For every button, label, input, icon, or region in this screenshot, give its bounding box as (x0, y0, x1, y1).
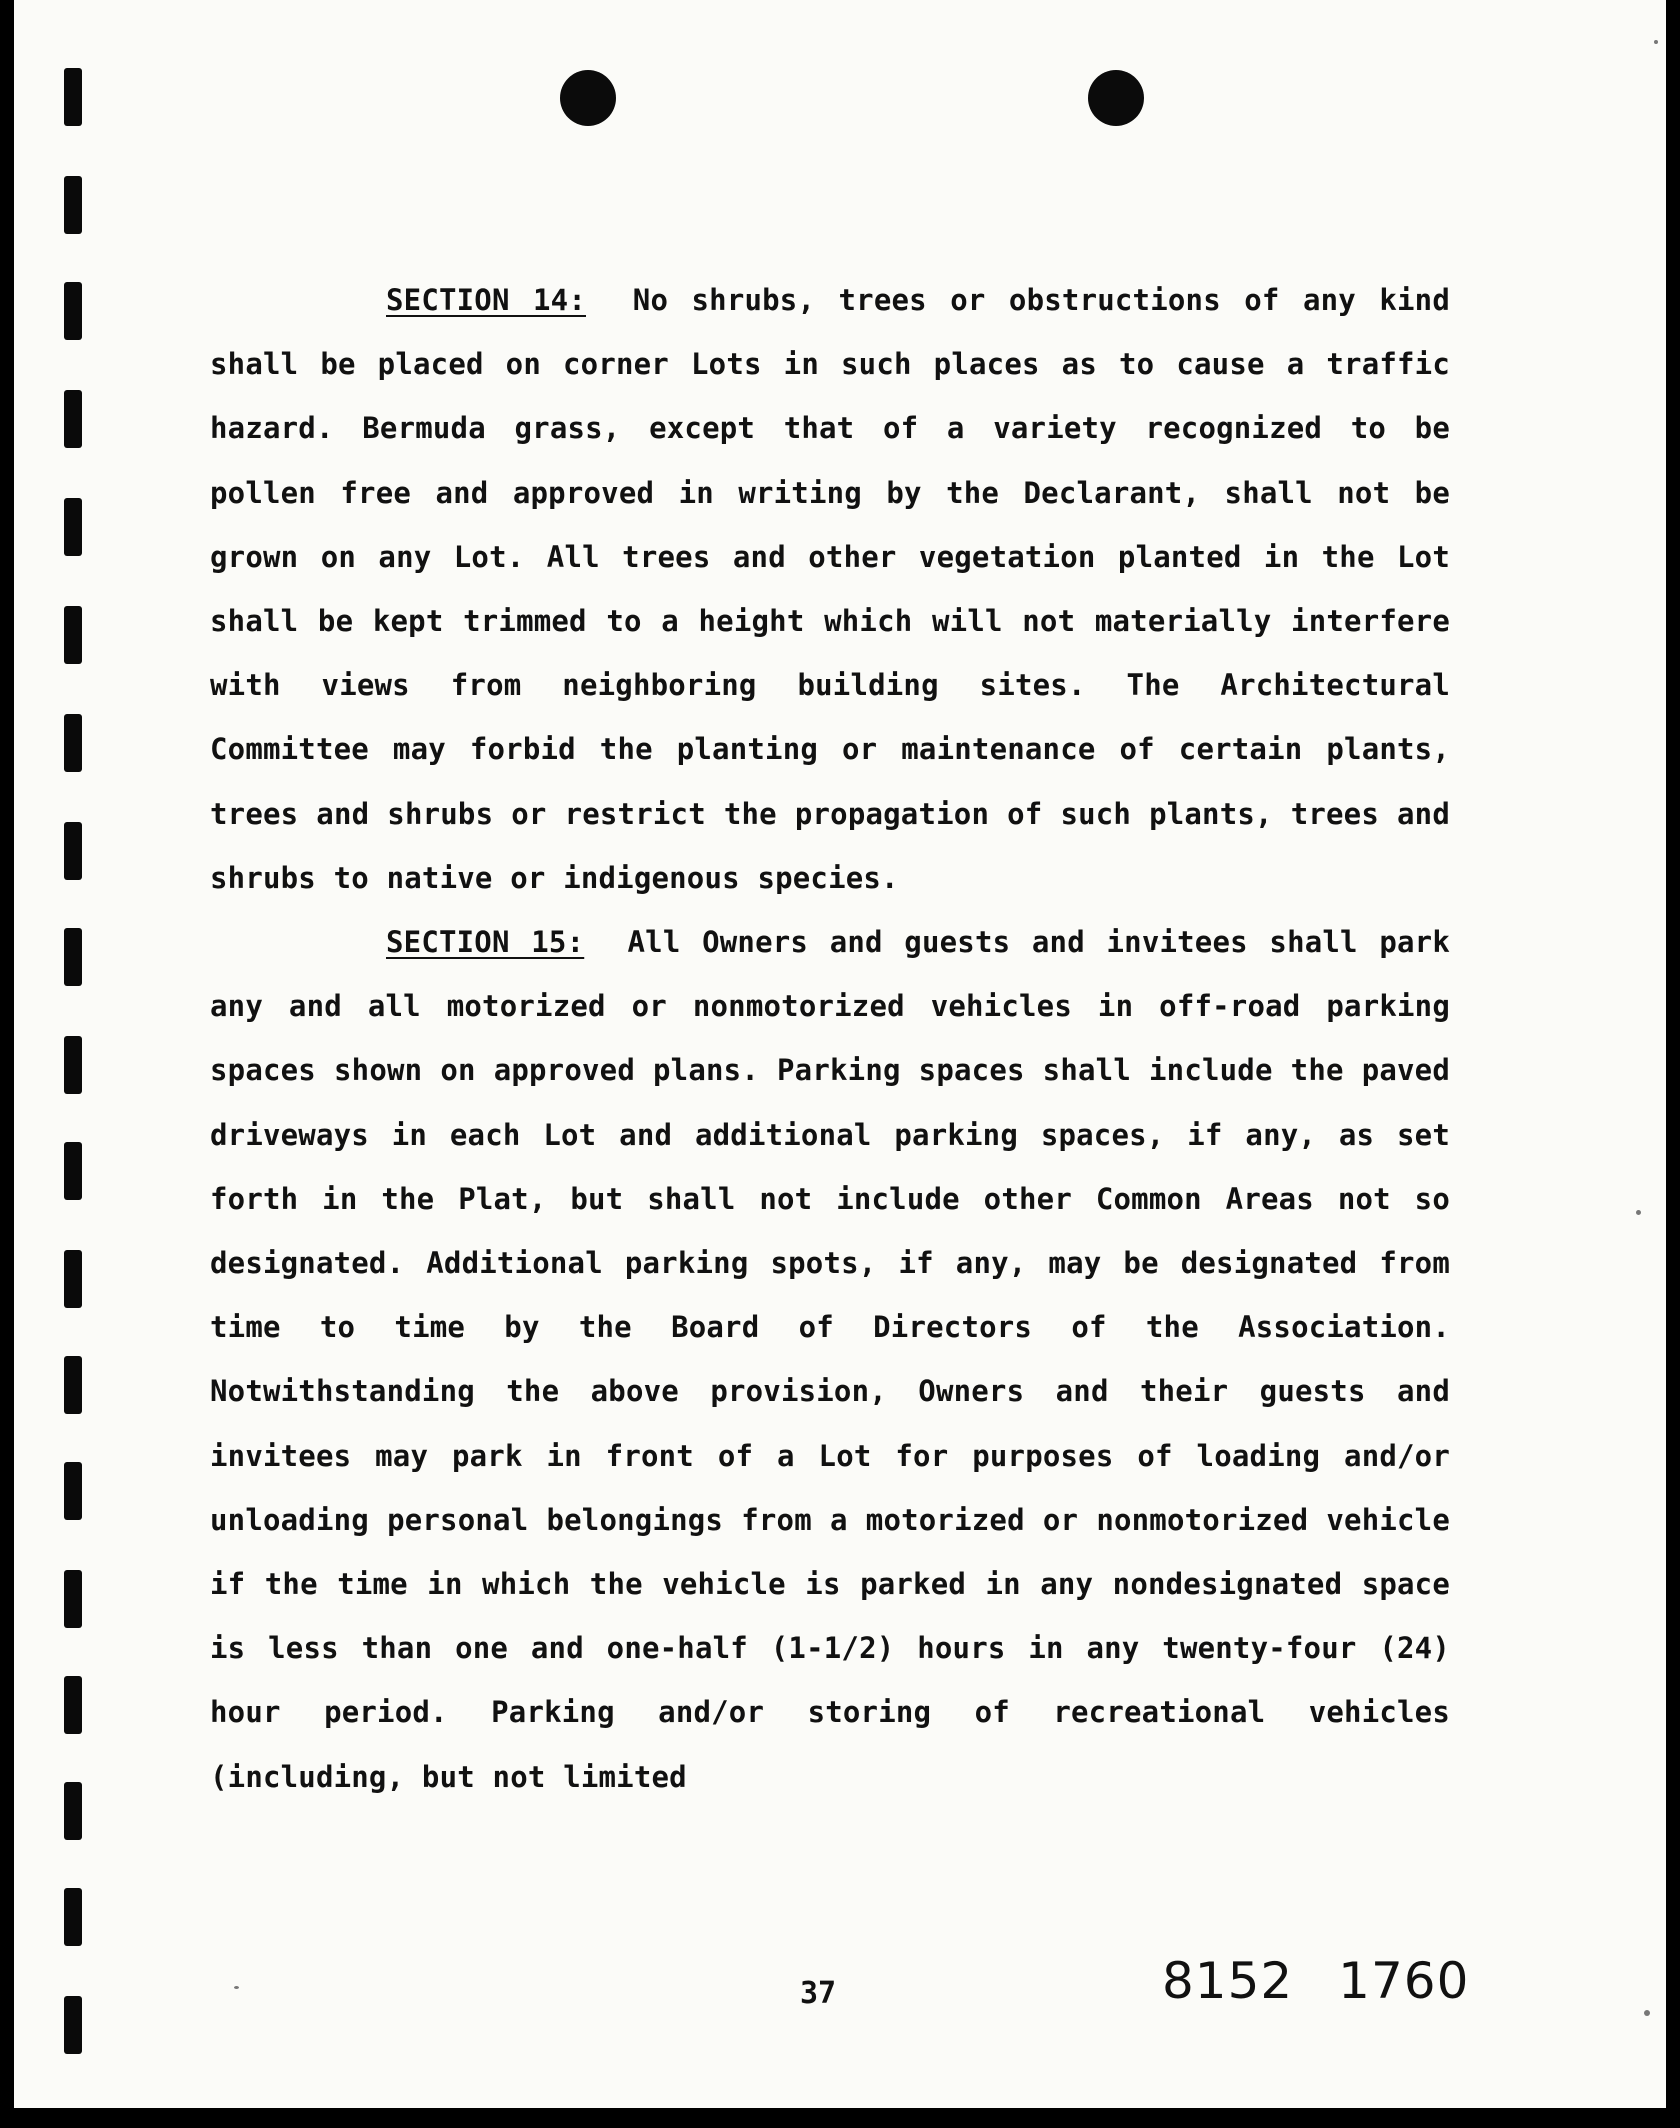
section-15-heading: SECTION 15: (386, 925, 585, 960)
punch-hole-right (1088, 70, 1144, 126)
margin-mark (64, 606, 82, 664)
margin-mark (64, 390, 82, 448)
margin-mark (64, 176, 82, 234)
page-number: 37 (800, 1976, 837, 2011)
section-15-paragraph (210, 910, 1450, 1809)
scan-speck (1644, 2010, 1650, 2016)
margin-mark (64, 68, 82, 126)
margin-mark (64, 1996, 82, 2054)
document-reference-number: 8152 1760 (1162, 1952, 1470, 2010)
margin-mark (64, 928, 82, 986)
margin-mark (64, 1356, 82, 1414)
scan-speck (234, 1986, 239, 1989)
margin-mark (64, 1250, 82, 1308)
margin-mark (64, 1888, 82, 1946)
section-14-paragraph (210, 268, 1450, 910)
document-page (14, 0, 1666, 2108)
margin-mark (64, 714, 82, 772)
margin-mark (64, 1142, 82, 1200)
punch-hole-left (560, 70, 616, 126)
margin-mark (64, 1570, 82, 1628)
margin-mark (64, 1036, 82, 1094)
margin-mark (64, 1782, 82, 1840)
section-14-heading: SECTION 14: (386, 283, 586, 317)
document-body (210, 268, 1450, 1809)
scan-speck (1654, 40, 1658, 44)
scan-speck (1636, 1210, 1641, 1215)
margin-mark (64, 822, 82, 880)
margin-mark (64, 1676, 82, 1734)
margin-mark (64, 282, 82, 340)
margin-mark (64, 498, 82, 556)
section-14-text: No shrubs, trees or obstructions of any kind shall be placed on corner Lots in such places as to cause a traffic hazard. Bermuda grass, except that of a variety recognized to be pollen free and approved in writing by the Declarant, shall not be grown on any Lot. All trees and other vegetation planted in the Lot shall be kept trimmed to a height which will not materially interfere with views from neighboring building sites. The Architectural Committee may forbid the planting or maintenance of certain plants, trees and shrubs or restrict the propagation of such plants, trees and shrubs to native or indigenous species. (210, 283, 1450, 895)
section-15-text: All Owners and guests and invitees shall park any and all motorized or nonmotorized vehicles in off-road parking spaces shown on approved plans. Parking spaces shall include the paved driveways in each Lot and additional parking spaces, if any, as set forth in the Plat, but shall not include other Common Areas not so designated. Additional parking spots, if any, may be designated from time to time by the Board of Directors of the Association. Notwithstanding the above provision, Owners and their guests and invitees may park in front of a Lot for purposes of loading and/or unloading personal belongings from a motorized or nonmotorized vehicle if the time in which the vehicle is parked in any nondesignated space is less than one and one-half (1-1/2) hours in any twenty-four (24) hour period. Parking and/or storing of recreational vehicles (including, but not limited (210, 925, 1450, 1794)
margin-mark (64, 1462, 82, 1520)
